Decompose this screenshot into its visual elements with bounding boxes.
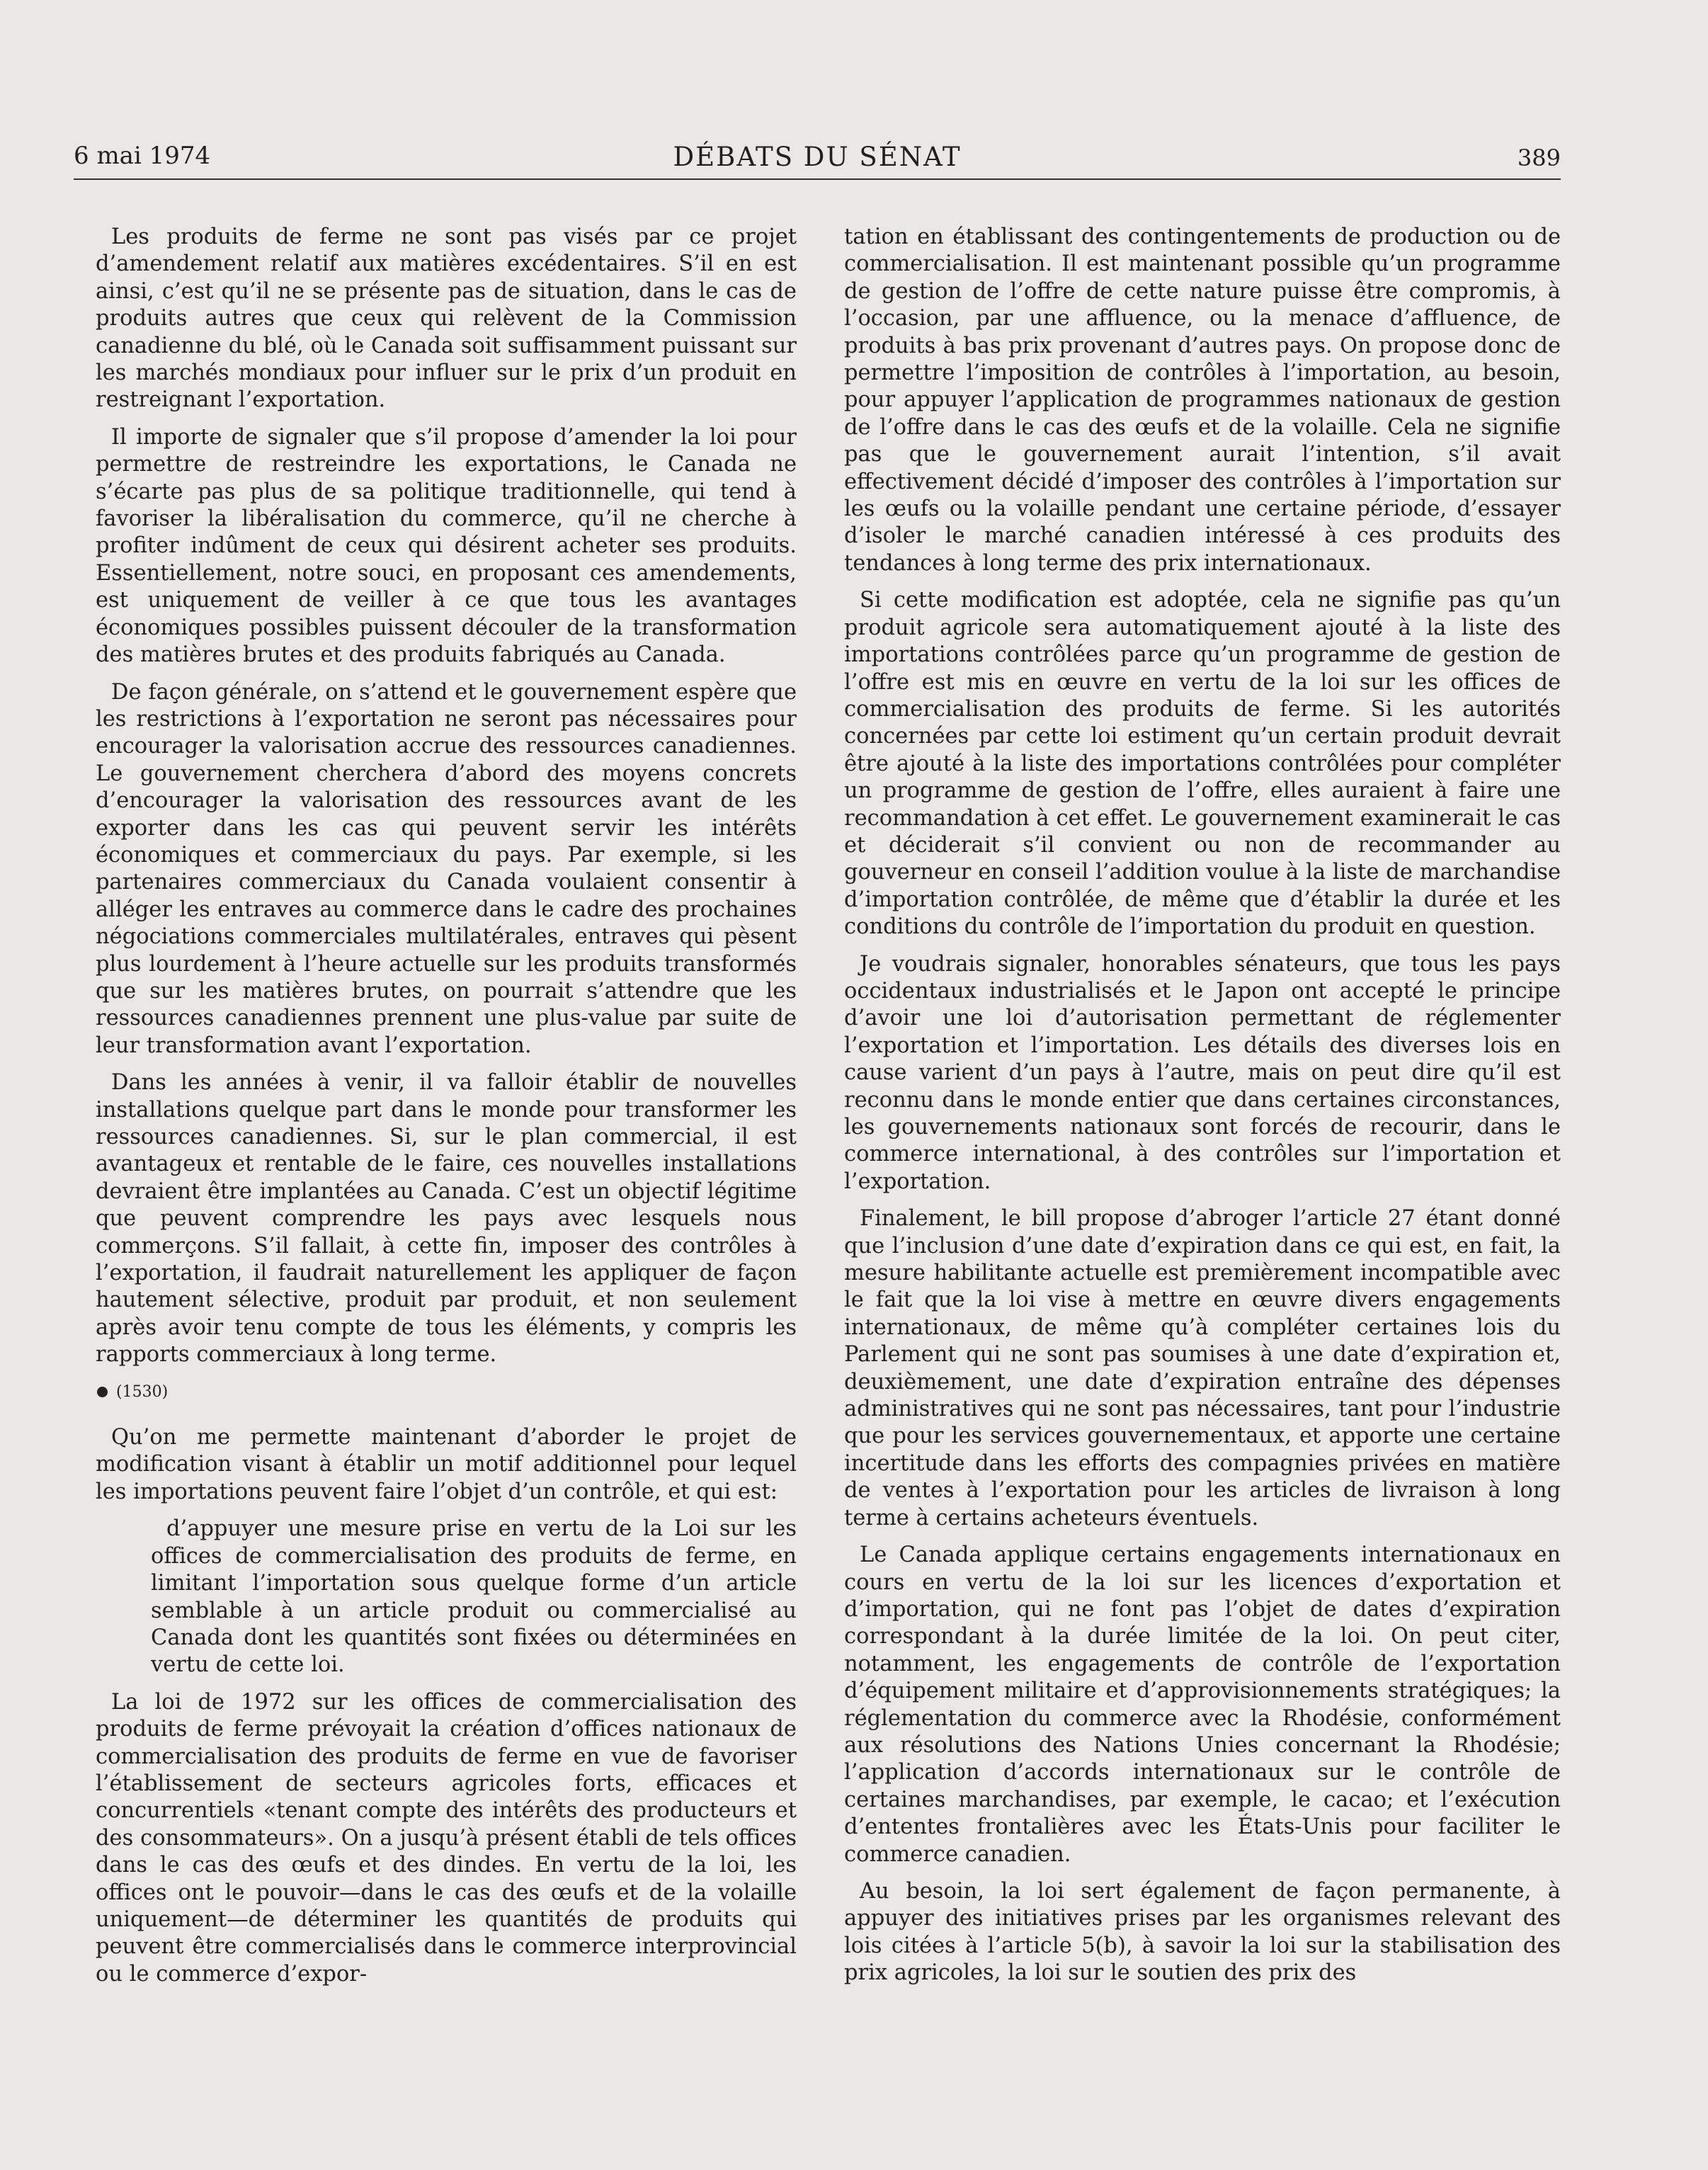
paragraph: Au besoin, la loi sert également de façon permanente, à appuyer des initiatives prises par les organismes relevant des lois citées à l’article 5(b), à savoir la loi sur la stabilisation des prix agricoles, la loi sur le soutien des prix des [844,1878,1561,1986]
paragraph: Si cette modification est adoptée, cela ne signifie pas qu’un produit agricole sera automatiquement ajouté à la liste des importations contrôlées parce qu’un programme de gestion de l’offre est mis en œuvre en vertu de la loi sur les offices de commercialisation des produits de ferme. Si les autorités concernées par cette loi estiment qu’un certain produit devrait être ajouté à la liste des importations contrôlées pour compléter un programme de gestion de l’offre, elles auraient à faire une recommandation à cet effet. Le gouvernement examinerait le cas et déciderait s’il convient ou non de recommander au gouverneur en conseil l’addition voulue à la liste de marchandise d’importation contrôlée, de même que d’établir la durée et les conditions du contrôle de l’importation du produit en question. [844,588,1561,940]
paragraph: Je voudrais signaler, honorables sénateurs, que tous les pays occidentaux industrialisés et le Japon ont accepté le principe d’avoir une loi d’autorisation permettant de réglementer l’exportation et l’importation. Les détails des diverses lois en cause varient d’un pays à l’autre, mais on peut dire qu’il est reconnu dans le monde entier que dans certaines circonstances, les gouvernements nationaux sont forcés de recourir, dans le commerce international, à des contrôles sur l’importation et l’exportation. [844,951,1561,1194]
left-column [96,224,797,1998]
time-marker-label: (1530) [116,1382,169,1401]
paragraph: Le Canada applique certains engagements internationaux en cours en vertu de la loi sur les licences d’exportation et d’importation, qui ne font pas l’objet de dates d’expiration correspondant à la durée limitée de la loi. On peut citer, notamment, les engagements de contrôle de l’exportation d’équipement militaire et d’approvisionnements stratégiques; la réglementation du commerce avec la Rhodésie, conformément aux résolutions des Nations Unies concernant la Rhodésie; l’application d’accords internationaux sur le contrôle de certaines marchandises, par exemple, le cacao; et l’exécution d’ententes frontalières avec les États-Unis pour faciliter le commerce canadien. [844,1543,1561,1867]
paragraph: Finalement, le bill propose d’abroger l’article 27 étant donné que l’inclusion d’une date d’expiration dans ce qui est, en fait, la mesure habilitante actuelle est premièrement incompatible avec le fait que la loi vise à mettre en œuvre divers engagements internationaux, de même qu’à compléter certaines lois du Parlement qui ne sont pas soumises à une date d’expiration et, deuxièmement, une date d’expiration entraîne des dépenses administratives qui ne sont pas nécessaires, tant pour l’industrie que pour les services gouvernementaux, et apporte une certaine incertitude dans les efforts des compagnies privées en matière de ventes à l’exportation pour les articles de livraison à long terme à certains acheteurs éventuels. [844,1206,1561,1530]
quotation-text: d’appuyer une mesure prise en vertu de la Loi sur les offices de commercialisation des produits de ferme, en limitant l’importation sous quelque forme d’un article semblable à un article produit ou commercialisé au Canada dont les quantités sont fixées ou déterminées en vertu de cette loi. [151,1516,797,1678]
right-column [844,224,1561,1997]
paragraph: La loi de 1972 sur les offices de commercialisation des produits de ferme prévoyait la création d’offices nationaux de commercialisation des produits de ferme en vue de favoriser l’établissement de secteurs agricoles forts, efficaces et concurrentiels «tenant compte des intérêts des producteurs et des consommateurs». On a jusqu’à présent établi de tels offices dans le cas des œufs et des dindes. En vertu de la loi, les offices ont le pouvoir—dans le cas des œufs et de la volaille uniquement—de déterminer les quantités de produits qui peuvent être commercialisés dans le commerce interprovincial ou le commerce d’expor- [96,1689,797,1987]
paragraph: Qu’on me permette maintenant d’aborder le projet de modification visant à établir un motif additionnel pour lequel les importations peuvent faire l’objet d’un contrôle, et qui est: [96,1425,797,1504]
bullet-icon [97,1387,108,1397]
paragraph: Les produits de ferme ne sont pas visés par ce projet d’amendement relatif aux matières excédentaires. S’il en est ainsi, c’est qu’il ne se présente pas de situation, dans le cas de produits autres que ceux qui relèvent de la Commission canadienne du blé, où le Canada soit suffisamment puissant sur les marchés mondiaux pour influer sur le prix d’un produit en restreignant l’exportation. [96,225,797,413]
time-marker [97,1379,797,1406]
paragraph: Il importe de signaler que s’il propose d’amender la loi pour permettre de restreindre les exportations, le Canada ne s’écarte pas plus de sa politique traditionnelle, qui tend à favoriser la libéralisation du commerce, qu’il ne cherche à profiter indûment de ceux qui désirent acheter ses produits. Essentiellement, notre souci, en proposant ces amendements, est uniquement de veiller à ce que tous les avantages économiques possibles puissent découler de la transformation des matières brutes et des produits fabriqués au Canada. [96,424,797,668]
quotation [96,1516,797,1678]
page-header [74,139,1561,180]
header-date: 6 mai 1974 [74,142,211,170]
paragraph: Dans les années à venir, il va falloir établir de nouvelles installations quelque part dans le monde pour transformer les ressources canadiennes. Si, sur le plan commercial, il est avantageux et rentable de le faire, ces nouvelles installations devraient être implantées au Canada. C’est un objectif légitime que peuvent comprendre les pays avec lesquels nous commerçons. S’il fallait, à cette fin, imposer des contrôles à l’exportation, il faudrait naturellement les appliquer de façon hautement sélective, produit par produit, et non seulement après avoir tenu compte de tous les éléments, y compris les rapports commerciaux à long terme. [96,1070,797,1368]
page-number: 389 [1517,144,1561,171]
paragraph: De façon générale, on s’attend et le gouvernement espère que les restrictions à l’exportation ne seront pas nécessaires pour encourager la valorisation accrue des ressources canadiennes. Le gouvernement cherchera d’abord des moyens concrets d’encourager la valorisation des ressources avant de les exporter dans les cas qui peuvent servir les intérêts économiques et commerciaux du pays. Par exemple, si les partenaires commerciaux du Canada voulaient consentir à alléger les entraves au commerce dans le cadre des prochaines négociations commerciales multilatérales, entraves qui pèsent plus lourdement à l’heure actuelle sur les produits transformés que sur les matières brutes, on pourrait s’attendre que les ressources canadiennes prennent une plus-value par suite de leur transformation avant l’exportation. [96,679,797,1058]
paragraph: tation en établissant des contingentements de production ou de commercialisation. Il est maintenant possible qu’un programme de gestion de l’offre de cette nature puisse être compromis, à l’occasion, par une affluence, ou la menace d’affluence, de produits à bas prix provenant d’autres pays. On propose donc de permettre l’imposition de contrôles à l’importation, au besoin, pour appuyer l’application de programmes nationaux de gestion de l’offre dans le cas des œufs et de la volaille. Cela ne signifie pas que le gouvernement aurait l’intention, s’il avait effectivement décidé d’imposer des contrôles à l’importation sur les œufs ou la volaille pendant une certaine période, d’essayer d’isoler le marché canadien intéressé à ces produits des tendances à long terme des prix internationaux. [844,225,1561,576]
header-title: DÉBATS DU SÉNAT [673,142,962,172]
